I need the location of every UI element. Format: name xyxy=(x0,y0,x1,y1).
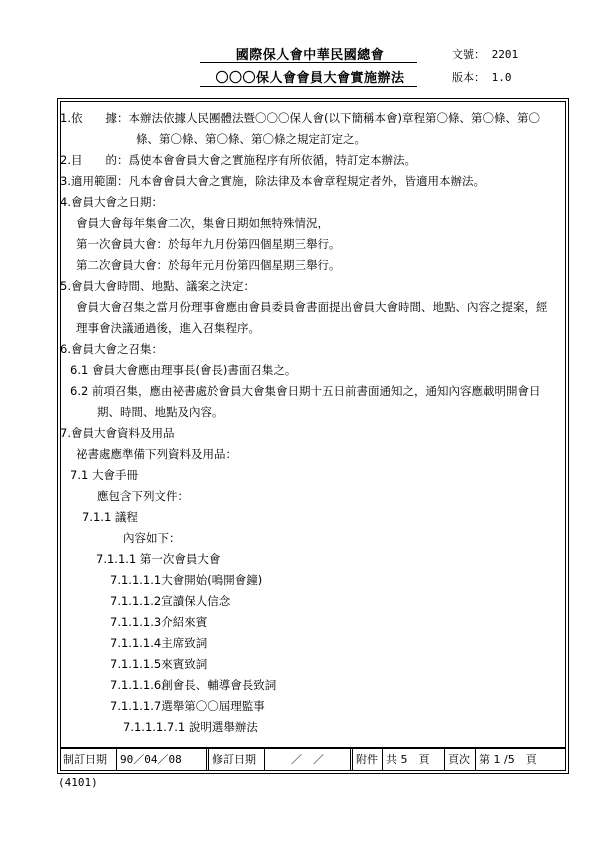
org-title-underline xyxy=(200,62,417,63)
agenda-item-3: 7.1.1.1.3介紹來賓 xyxy=(110,615,208,629)
section-4-first-meeting: 第一次會員大會：於每年九月份第四個星期三舉行。 xyxy=(76,237,341,251)
footer-table xyxy=(60,747,566,771)
established-date-label: 制訂日期 xyxy=(60,749,117,771)
section-5-para: 會員大會召集之當月份理事會應由會員委員會書面提出會員大會時間、地點、內容之提案，經 xyxy=(76,300,548,314)
doc-title-underline xyxy=(200,86,417,87)
section-7-1-para: 應包含下列文件： xyxy=(97,489,189,503)
doc-number-label: 文號： xyxy=(452,48,485,61)
version-value: 1.0 xyxy=(491,71,512,84)
doc-number-value: 2201 xyxy=(491,48,519,61)
section-7-1: 7.1 大會手冊 xyxy=(70,468,138,482)
section-1-basis-cont: 條、第〇條、第〇條、第〇條之規定訂定之。 xyxy=(136,132,366,146)
agenda-item-5: 7.1.1.1.5來賓致詞 xyxy=(110,657,208,671)
org-title: 國際保人會中華民國總會 xyxy=(235,48,385,63)
established-date-value: 90／04／08 xyxy=(117,749,209,771)
section-4-para: 會員大會每年集會二次，集會日期如無特殊情況， xyxy=(76,216,329,230)
revised-date-label: 修訂日期 xyxy=(209,749,265,771)
doc-number xyxy=(452,46,518,62)
version-label: 版本： xyxy=(452,71,485,84)
section-7-1-1-para: 內容如下： xyxy=(123,531,181,545)
agenda-item-1: 7.1.1.1.1大會開始(鳴開會鐘) xyxy=(110,573,263,587)
section-6-2-cont: 期、時間、地點及內容。 xyxy=(97,405,224,419)
agenda-item-2: 7.1.1.1.2宣讀保人信念 xyxy=(110,594,231,608)
agenda-item-6: 7.1.1.1.6創會長、輔導會長致詞 xyxy=(110,678,277,692)
section-3-scope: 3.適用範圍：凡本會會員大會之實施，除法律及本會章程規定者外，皆適用本辦法。 xyxy=(60,174,485,188)
page-value: 第 1 /5 頁 xyxy=(479,753,537,766)
version xyxy=(452,69,512,85)
section-5-heading: 5.會員大會時間、地點、議案之決定： xyxy=(60,279,255,293)
section-5-para-cont: 理事會決議通過後，進入召集程序。 xyxy=(76,321,260,335)
section-7-para: 祕書處應準備下列資料及用品： xyxy=(76,447,237,461)
agenda-item-4: 7.1.1.1.4主席致詞 xyxy=(110,636,208,650)
section-4-second-meeting: 第二次會員大會：於每年元月份第四個星期三舉行。 xyxy=(76,258,341,272)
section-6-2: 6.2 前項召集，應由祕書處於會員大會集會日期十五日前書面通知之，通知內容應載明開會日 xyxy=(70,384,541,398)
agenda-item-7-1: 7.1.1.1.7.1 說明選舉辦法 xyxy=(123,720,258,734)
page-label: 頁次 xyxy=(445,749,476,771)
section-6-1: 6.1 會員大會應由理事長(會長)書面召集之。 xyxy=(70,363,297,377)
section-6-heading: 6.會員大會之召集： xyxy=(60,342,163,356)
section-4-heading: 4.會員大會之日期： xyxy=(60,195,163,209)
section-7-1-1-1: 7.1.1.1 第一次會員大會 xyxy=(96,552,221,566)
section-1-basis: 1.依 據：本辦法依據人民團體法暨〇〇〇保人會(以下簡稱本會)章程第〇條、第〇條、第〇 xyxy=(60,111,540,125)
section-2-purpose: 2.目 的：爲使本會會員大會之實施程序有所依循，特訂定本辦法。 xyxy=(60,153,416,167)
agenda-item-7: 7.1.1.1.7選舉第〇〇屆理監事 xyxy=(110,699,265,713)
attachment-value: 共 5 頁 xyxy=(383,749,445,771)
form-number: (4101) xyxy=(58,776,98,789)
doc-title: 〇〇〇保人會會員大會實施辦法 xyxy=(215,71,405,86)
revised-date-value: ／ ／ xyxy=(265,749,353,771)
section-7-heading: 7.會員大會資料及用品 xyxy=(60,426,175,440)
section-7-1-1: 7.1.1 議程 xyxy=(82,510,138,524)
attachment-label: 附件 xyxy=(353,749,383,771)
